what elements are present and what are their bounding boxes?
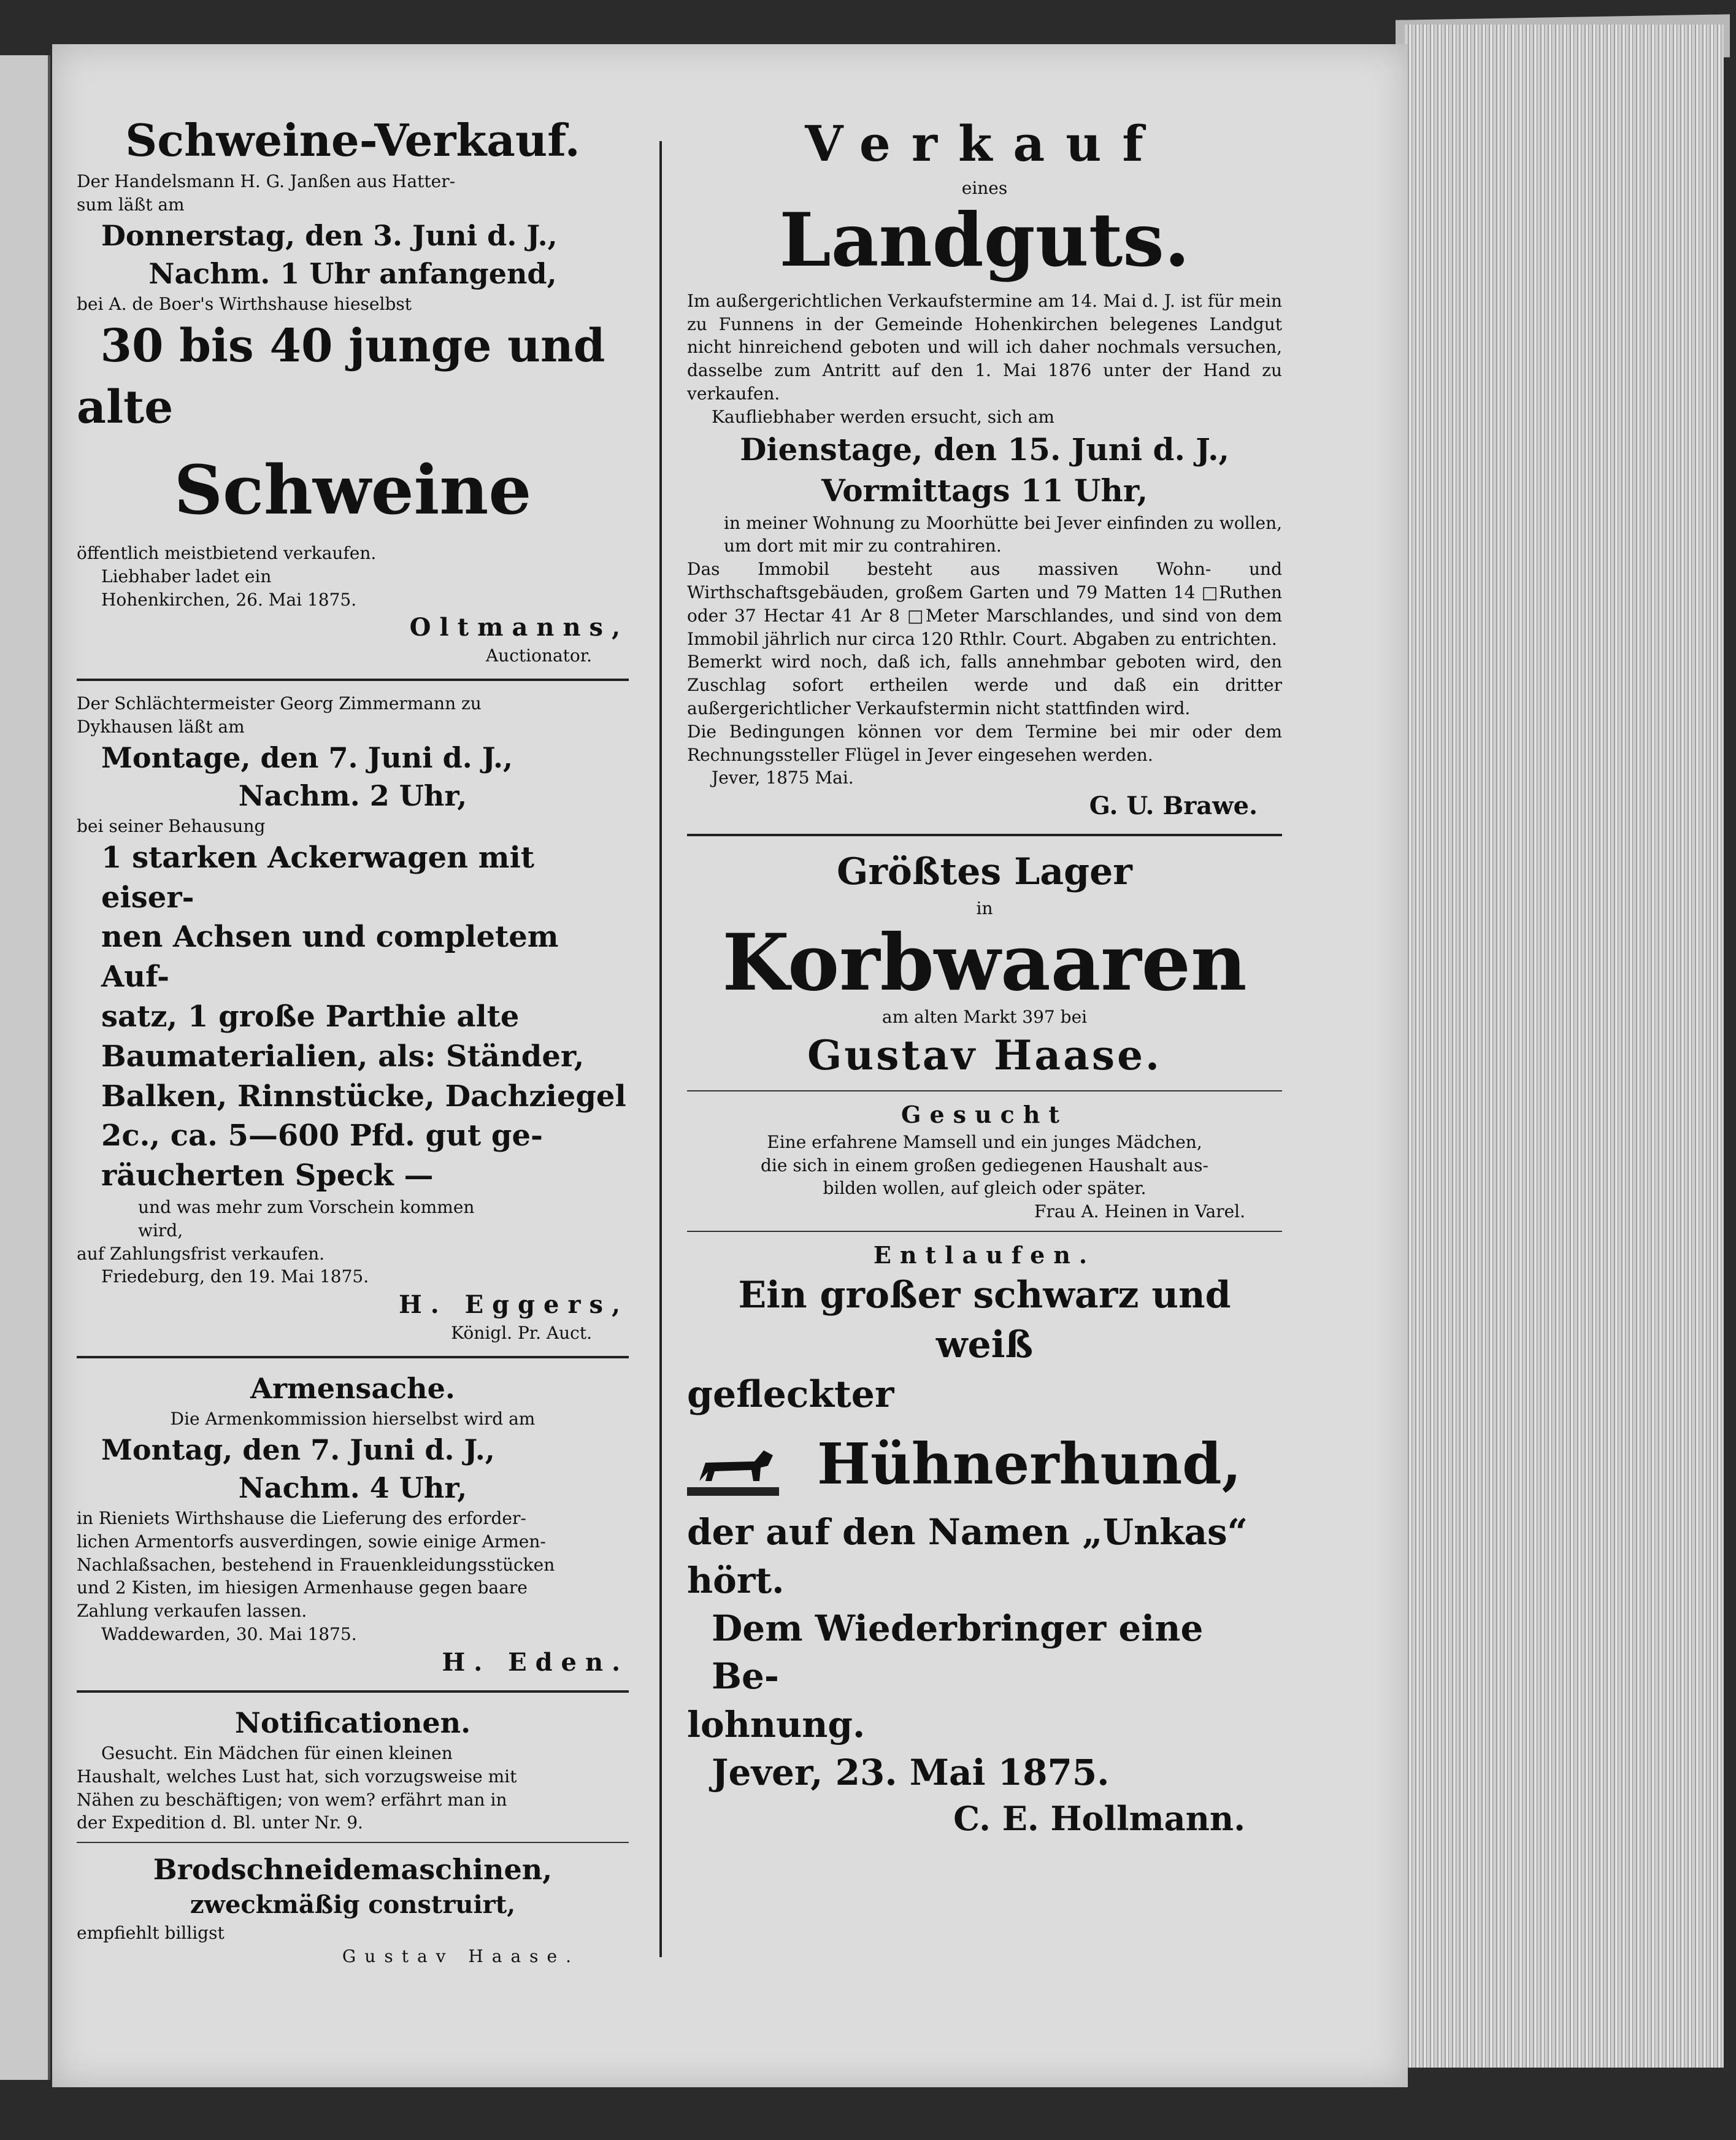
ad-korbwaaren	[687, 847, 1282, 1083]
ad-title: Armensache.	[250, 1371, 455, 1405]
ad-text: Der Schlächtermeister Georg Zimmermann zu	[77, 693, 482, 714]
ad-separator	[77, 679, 629, 681]
ad-date: Montage, den 7. Juni d. J.,	[101, 741, 513, 774]
ad-separator	[687, 1090, 1282, 1091]
ad-text: der auf den Namen „Unkas“	[687, 1511, 1248, 1553]
ad-text: Zahlung verkaufen lassen.	[77, 1601, 307, 1622]
ad-text: Eine erfahrene Mamsell und ein junges Mädchen,	[767, 1131, 1202, 1152]
ad-text: Hohenkirchen, 26. Mai 1875.	[101, 589, 357, 610]
ad-text: Kaufliebhaber werden ersucht, sich am	[712, 406, 1054, 427]
ad-brodschneidemaschinen	[77, 1850, 629, 1968]
ad-text: Die Bedingungen können vor dem Termine bei mir oder dem Rechnungssteller Flügel in Jever eingesehen werden.	[687, 721, 1282, 765]
ad-text: und was mehr zum Vorschein kommen	[138, 1196, 475, 1217]
ad-item: 30 bis 40 junge und	[100, 319, 605, 372]
ad-item: alte	[77, 380, 174, 434]
ad-dog-line	[687, 1426, 1282, 1502]
ad-text: Jever, 23. Mai 1875.	[712, 1751, 1110, 1793]
ad-time: Vormittags 11 Uhr,	[821, 472, 1148, 509]
ad-title-main: Landguts.	[779, 196, 1190, 283]
ad-title: Größtes Lager	[837, 850, 1132, 894]
ad-text: Im außergerichtlichen Verkaufstermine am 14. Mai d. J. ist für mein zu Funnens in der Gemeinde Hohenkirchen belegenes Landgut nicht hinreichend geboten und will ich daher nochmals versuchen, dasselbe zum Antritt auf den 1. Mai 1876 unter der Hand zu verkaufen.	[687, 290, 1282, 404]
ad-zimmermann	[77, 692, 629, 1345]
ad-signature: C. E. Hollmann.	[953, 1799, 1245, 1839]
ad-item: nen Achsen und completem Auf-	[101, 920, 559, 995]
ad-text: auf Zahlungsfrist verkaufen.	[77, 1243, 325, 1264]
ad-armensache	[77, 1369, 629, 1679]
ad-title: Schweine-Verkauf.	[125, 114, 580, 166]
ad-text: Bemerkt wird noch, daß ich, falls annehmbar geboten wird, den Zuschlag sofort ertheilen werde und daß ein dritter außergerichtlicher Verkaufstermin nicht stattfinden wird.	[687, 652, 1282, 718]
ad-text: empfiehlt billigst	[77, 1923, 225, 1944]
ad-item: Balken, Rinnstücke, Dachziegel	[101, 1079, 626, 1114]
ad-item: 2c., ca. 5—600 Pfd. gut ge-	[101, 1118, 543, 1153]
ad-title: Verkauf	[805, 115, 1164, 172]
ad-text: bei seiner Behausung	[77, 816, 266, 837]
ad-gesucht	[687, 1099, 1282, 1223]
ad-text: am alten Markt 397 bei	[881, 1006, 1088, 1027]
ad-item: räucherten Speck —	[101, 1158, 434, 1193]
ad-signature: H. Eggers,	[398, 1290, 629, 1320]
ad-text: Die Armenkommission hierselbst wird am	[170, 1409, 536, 1430]
ad-schweine-verkauf	[77, 110, 629, 668]
ad-text: Friedeburg, den 19. Mai 1875.	[101, 1266, 369, 1287]
ad-notificationen	[77, 1704, 629, 1834]
ad-title: Notificationen.	[234, 1706, 471, 1739]
ad-signature: G. U. Brawe.	[1089, 791, 1258, 821]
ad-title: Brodschneidemaschinen,	[153, 1853, 553, 1887]
ad-title-sub: eines	[961, 178, 1008, 198]
ad-title: Gesucht	[901, 1101, 1068, 1129]
ad-title-main: Korbwaaren	[722, 917, 1247, 1008]
ad-signature: Gustav Haase.	[342, 1946, 580, 1966]
dog-icon	[687, 1438, 779, 1499]
ad-item-title: Schweine	[174, 450, 532, 529]
ad-text: Ein großer schwarz und weiß	[738, 1274, 1231, 1367]
ad-text: gefleckter	[687, 1373, 894, 1417]
ad-text: Der Handelsmann H. G. Janßen aus Hatter-	[77, 171, 456, 192]
ad-text: lohnung.	[687, 1703, 866, 1745]
ad-text: der Expedition d. Bl. unter Nr. 9.	[77, 1812, 363, 1833]
ad-text: sum läßt am	[77, 194, 185, 215]
ad-text: Jever, 1875 Mai.	[712, 768, 854, 788]
ad-item: Baumaterialien, als: Ständer,	[101, 1039, 585, 1074]
ad-text: Dykhausen läßt am	[77, 717, 245, 737]
ad-signature-title: Königl. Pr. Auct.	[451, 1323, 592, 1344]
ad-text: in meiner Wohnung zu Moorhütte bei Jever einfinden zu wollen, um dort mit mir zu contrahiren.	[724, 512, 1282, 556]
ad-separator	[77, 1356, 629, 1358]
ad-text: bei A. de Boer's Wirthshause hieselbst	[77, 293, 412, 314]
ad-text: hört.	[687, 1559, 785, 1601]
ad-separator	[687, 1231, 1282, 1232]
ad-title-main: Hühnerhund,	[817, 1431, 1242, 1498]
left-column	[77, 110, 629, 1968]
right-column	[687, 110, 1282, 1841]
ad-text: Waddewarden, 30. Mai 1875.	[101, 1624, 357, 1645]
ad-signature: Oltmanns,	[409, 613, 629, 642]
ad-separator	[77, 1842, 629, 1843]
ad-date: Montag, den 7. Juni d. J.,	[101, 1433, 495, 1466]
ad-separator	[77, 1690, 629, 1693]
ad-text: bilden wollen, auf gleich oder später.	[823, 1178, 1146, 1199]
ad-date: Donnerstag, den 3. Juni d. J.,	[101, 218, 558, 252]
ad-time: Nachm. 1 Uhr anfangend,	[148, 256, 557, 290]
ad-text: Liebhaber ladet ein	[101, 566, 272, 587]
ad-text: Haushalt, welches Lust hat, sich vorzugsweise mit	[77, 1766, 517, 1787]
ad-text: Nachlaßsachen, bestehend in Frauenkleidungsstücken	[77, 1554, 555, 1575]
ad-time: Nachm. 4 Uhr,	[238, 1471, 467, 1504]
ad-separator	[687, 834, 1282, 836]
column-divider	[659, 141, 662, 1957]
ad-item: 1 starken Ackerwagen mit eiser-	[101, 840, 534, 915]
ad-text: Gesucht. Ein Mädchen für einen kleinen	[101, 1742, 453, 1763]
ad-text: die sich in einem großen gediegenen Haushalt aus-	[760, 1155, 1208, 1176]
ad-text: Das Immobil besteht aus massiven Wohn- und Wirthschaftsgebäuden, großem Garten und 79 Matten 14 □Ruthen oder 37 Hectar 41 Ar 8 □Meter Marschlandes, und sind von dem Immobil jährlich nur circa 120 Rthlr. Court. Abgaben zu entrichten.	[687, 559, 1282, 649]
ad-text: in Rieniets Wirthshause die Lieferung des erforder-	[77, 1508, 526, 1529]
ad-entlaufen	[687, 1239, 1282, 1841]
ad-text: öffentlich meistbietend verkaufen.	[77, 543, 377, 564]
ad-title: Entlaufen.	[873, 1241, 1096, 1269]
ad-text: Nähen zu beschäftigen; von wem? erfährt man in	[77, 1789, 507, 1810]
ad-text: wird,	[138, 1220, 183, 1241]
ad-text: und 2 Kisten, im hiesigen Armenhause gegen baare	[77, 1577, 528, 1598]
ad-subtitle: zweckmäßig construirt,	[190, 1890, 516, 1920]
book-page-stack	[1405, 25, 1724, 2068]
ad-title-sub: in	[976, 898, 993, 919]
ad-signature-title: Auctionator.	[485, 645, 592, 666]
previous-page-edge	[0, 55, 50, 2080]
ad-date: Dienstage, den 15. Juni d. J.,	[740, 431, 1229, 468]
ad-text: lichen Armentorfs ausverdingen, sowie einige Armen-	[77, 1531, 546, 1552]
ad-time: Nachm. 2 Uhr,	[238, 779, 467, 812]
ad-signature: Gustav Haase.	[807, 1031, 1162, 1080]
ad-text: Dem Wiederbringer eine Be-	[712, 1607, 1204, 1698]
ad-verkauf-landguts	[687, 110, 1282, 823]
ad-item: satz, 1 große Parthie alte	[101, 999, 520, 1034]
ad-signature: Frau A. Heinen in Varel.	[1034, 1201, 1245, 1222]
ad-signature: H. Eden.	[442, 1647, 629, 1677]
